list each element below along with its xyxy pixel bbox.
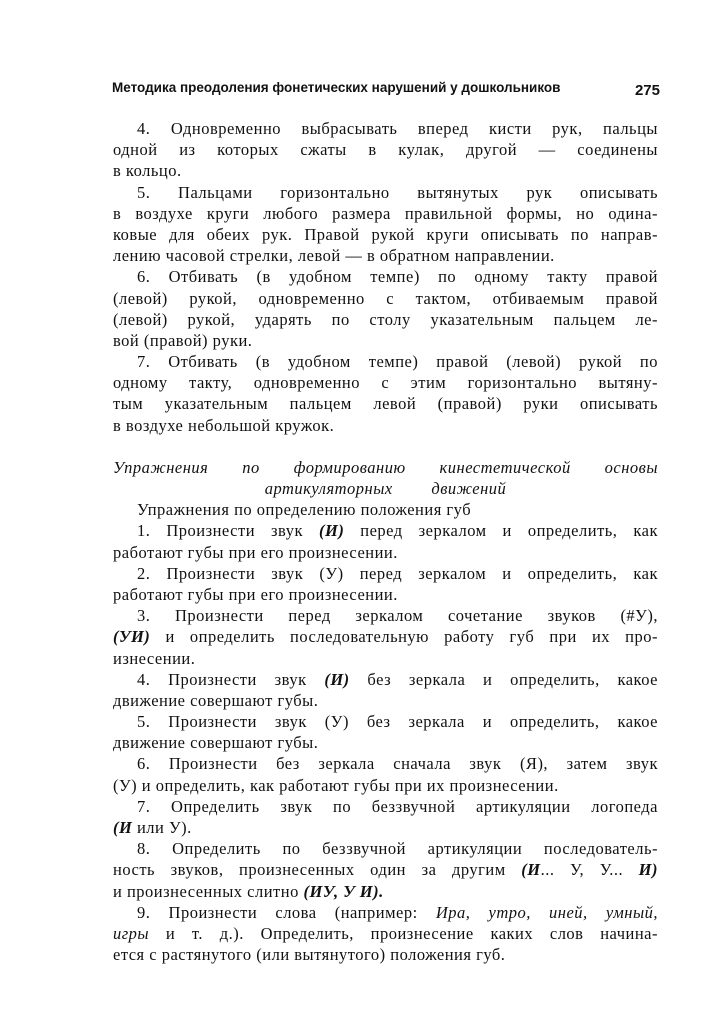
text-line: в воздухе круги любого размера правильной формы, но одина- [113, 203, 658, 223]
exercise-5-line-2: движение совершают губы. [113, 733, 319, 753]
page-number: 275 [634, 82, 660, 99]
exercise-8-line-2: ность звуков, произнесенных один за другим (И... У, У... И) [113, 860, 658, 880]
text-line: (левой) рукой, одновременно с тактом, отбиваемым правой [113, 288, 658, 308]
text-line: 5. Пальцами горизонтально вытянутых рук описывать [137, 182, 658, 202]
text-line: (левой) рукой, ударять по столу указательным пальцем ле- [113, 309, 658, 329]
text-line: одной из которых сжаты в кулак, другой — соединены [113, 140, 658, 160]
text-line: 4. Одновременно выбрасывать вперед кисти рук, пальцы [137, 119, 658, 138]
exercise-2-line-1: 2. Произнести звук (У) перед зеркалом и определить, как [137, 563, 658, 583]
section-heading-line-1: Упражнения по формированию кинестетической основы [113, 457, 658, 477]
exercise-2-line-2: работают губы при его произнесении. [113, 584, 398, 604]
exercise-9-line-1: 9. Произнести слова (например: Ира, утро, иней, умный, [137, 902, 659, 922]
text-line: в кольцо. [113, 161, 182, 181]
exercise-5-line-1: 5. Произнести звук (У) без зеркала и определить, какое [137, 712, 658, 732]
exercise-1-line-2: работают губы при его произнесении. [113, 542, 398, 562]
text-line: вой (правой) руки. [113, 330, 253, 350]
paragraph-gap [113, 436, 658, 457]
exercise-9-line-2: игры и т. д.). Определить, произнесение каких слов начина- [113, 923, 658, 943]
subheading: Упражнения по определению положения губ [137, 500, 472, 520]
text-line: лению часовой стрелки, левой — в обратном направлении. [113, 246, 555, 266]
exercise-6-line-1: 6. Произнести без зеркала сначала звук (Я), затем звук [137, 754, 658, 774]
exercise-4-line-1: 4. Произнести звук (И) без зеркала и определить, какое [137, 669, 658, 689]
exercise-8-line-1: 8. Определить по беззвучной артикуляции последователь- [137, 839, 658, 859]
exercise-9-line-3: ется с растянутого (или вытянутого) положения губ. [113, 945, 506, 965]
exercise-3-line-1: 3. Произнести перед зеркалом сочетание звуков (#У), [137, 606, 658, 626]
text-line: 7. Отбивать (в удобном темпе) правой (левой) рукой по [137, 352, 658, 372]
running-title: Методика преодоления фонетических нарушений у дошкольников [112, 80, 561, 95]
text-line: одному такту, одновременно с этим горизонтально вытяну- [113, 373, 658, 393]
section-heading-line-2: артикуляторных движений [264, 479, 507, 498]
running-header [112, 80, 660, 102]
exercise-3-line-2: (УИ) и определить последовательную работу губ при их про- [113, 627, 658, 647]
text-line: в воздухе небольшой кружок. [113, 415, 335, 435]
text-line: 6. Отбивать (в удобном темпе) по одному такту правой [137, 267, 658, 287]
text-line: ковые для обеих рук. Правой рукой круги описывать по направ- [113, 224, 658, 244]
exercise-3-line-3: изнесении. [113, 648, 196, 668]
body-text [113, 118, 658, 965]
exercise-4-line-2: движение совершают губы. [113, 690, 319, 710]
exercise-1-line-1: 1. Произнести звук (И) перед зеркалом и определить, как [137, 521, 658, 541]
text-line: тым указательным пальцем левой (правой) руки описывать [113, 394, 658, 414]
exercise-7-line-1: 7. Определить звук по беззвучной артикуляции логопеда [137, 796, 658, 816]
exercise-8-line-3: и произнесенных слитно (ИУ, У И). [113, 881, 384, 901]
exercise-7-line-2: (И или У). [113, 818, 192, 837]
exercise-6-line-2: (У) и определить, как работают губы при их произнесении. [113, 775, 559, 795]
